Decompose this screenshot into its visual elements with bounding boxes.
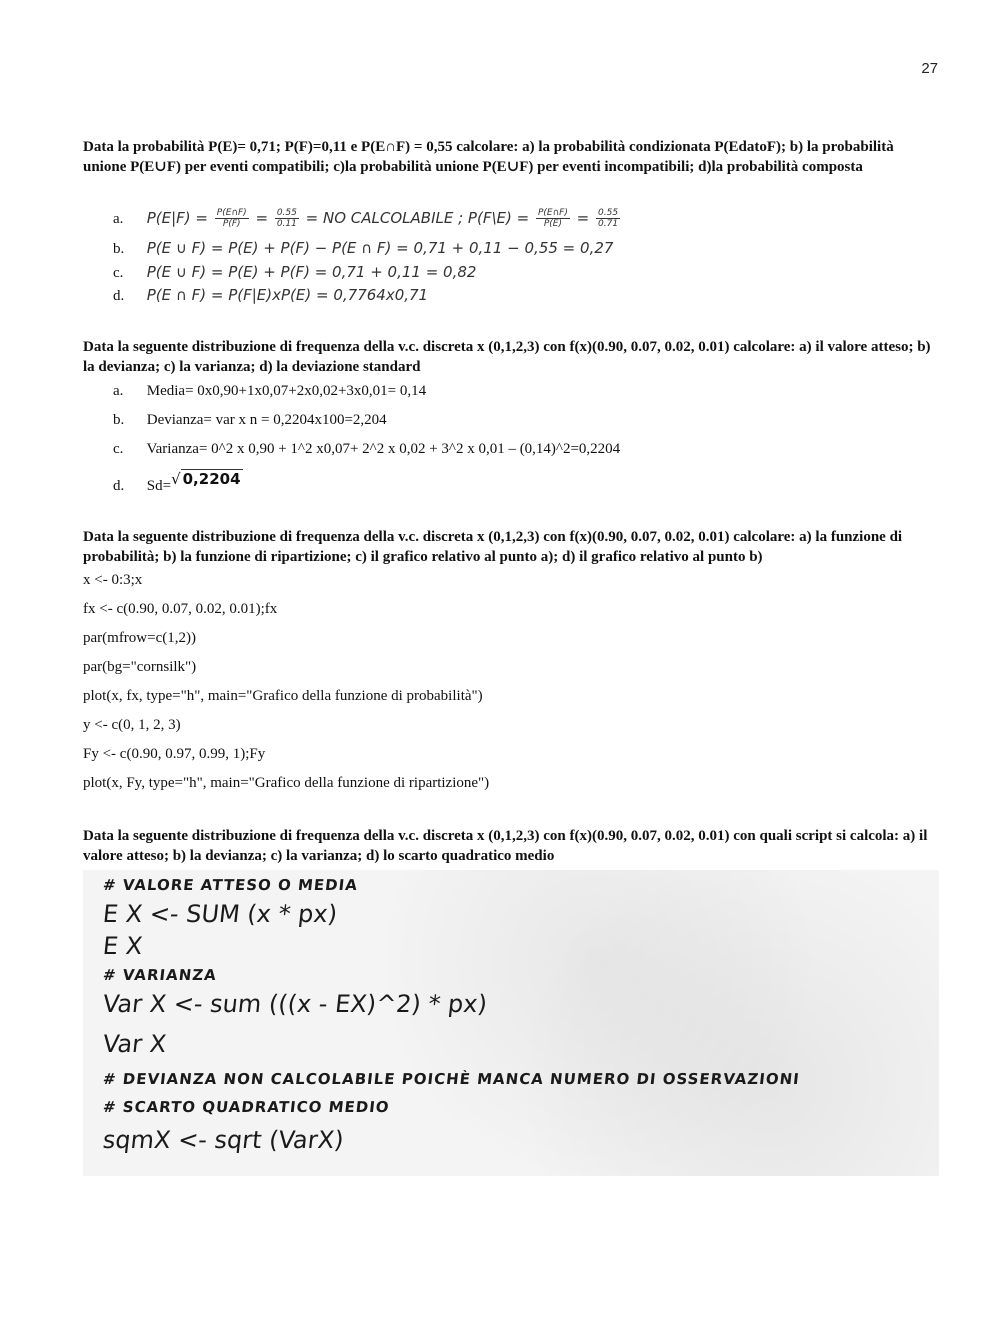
handwritten-line: E X [101, 932, 144, 960]
answer-1d [113, 286, 428, 305]
answer-letter: d. [113, 478, 125, 494]
sqrt-radicand: 0,2204 [182, 470, 241, 488]
question-4-text: Data la seguente distribuzione di frequenza della v.c. discreta x (0,1,2,3) con f(x)(0.90, 0.07, 0.02, 0.01) con quali script si calcola: a) il valore atteso; b) la devianza; c) la varianza; d) lo scarto quadratico medio [83, 828, 928, 864]
answer-1b [113, 239, 613, 258]
answer-letter: a. [113, 383, 124, 399]
fraction-numerator: P(E∩F) [216, 208, 247, 218]
answer-letter: b. [113, 241, 125, 257]
handwritten-line: Var X <- sum (((x - EX)^2) * px) [101, 990, 489, 1018]
handwritten-line: # VARIANZA [102, 966, 218, 984]
answer-text: Varianza= 0^2 x 0,90 + 1^2 x0,07+ 2^2 x 0,02 + 3^2 x 0,01 – (0,14)^2=0,2204 [146, 441, 621, 457]
code-line: par(bg="cornsilk") [83, 659, 197, 675]
fraction-numerator: P(E∩F) [537, 208, 568, 218]
answer-letter: d. [113, 288, 125, 304]
fraction-denominator: 0.71 [598, 219, 619, 229]
handwritten-line: E X <- SUM (x * px) [101, 900, 339, 928]
handwritten-line: # SCARTO QUADRATICO MEDIO [102, 1098, 391, 1116]
formula-union-compatible: P(E ∪ F) = P(E) + P(F) − P(E ∩ F) = 0,71 + 0,11 − 0,55 = 0,27 [146, 239, 614, 257]
formula-composite: P(E ∩ F) = P(F|E)xP(E) = 0,7764x0,71 [146, 286, 429, 304]
question-2-text: Data la seguente distribuzione di frequenza della v.c. discreta x (0,1,2,3) con f(x)(0.90, 0.07, 0.02, 0.01) calcolare: a) il valore atteso; b) la devianza; c) la varianza; d) la deviazione standard [83, 339, 931, 375]
code-line: Fy <- c(0.90, 0.97, 0.99, 1);Fy [83, 746, 266, 762]
answer-text: Devianza= var x n = 0,2204x100=2,204 [146, 412, 387, 428]
code-line: plot(x, fx, type="h", main="Grafico della funzione di probabilità") [83, 688, 483, 704]
fraction-3 [536, 208, 570, 229]
formula-union-incompatible: P(E ∪ F) = P(E) + P(F) = 0,71 + 0,11 = 0,82 [146, 263, 477, 281]
fraction-denominator: 0.11 [276, 219, 297, 229]
code-line: par(mfrow=c(1,2)) [83, 630, 196, 646]
answer-letter: c. [113, 265, 124, 281]
fraction-2 [275, 208, 299, 229]
fraction-denominator: P(E) [543, 219, 562, 229]
square-root [171, 470, 242, 488]
answer-2b [113, 412, 387, 429]
fraction-1 [215, 208, 249, 229]
formula-conditional [147, 209, 622, 227]
answer-2d [113, 470, 243, 495]
answer-text: Media= 0x0,90+1x0,07+2x0,02+3x0,01= 0,14 [146, 383, 427, 399]
formula-middle: = NO CALCOLABILE ; P(F\E) = [305, 209, 530, 227]
fraction-numerator: 0.55 [276, 208, 297, 218]
answer-letter: b. [113, 412, 125, 428]
code-line: x <- 0:3;x [83, 572, 143, 588]
handwritten-line: # VALORE ATTESO O MEDIA [102, 876, 359, 894]
answer-letter: a. [113, 211, 124, 227]
answer-1c [113, 263, 476, 282]
handwritten-line: Var X [101, 1030, 168, 1058]
handwritten-notes-image [83, 870, 939, 1176]
formula-lhs: P(E|F) = [146, 209, 208, 227]
code-line: y <- c(0, 1, 2, 3) [83, 717, 181, 733]
question-3-text: Data la seguente distribuzione di frequenza della v.c. discreta x (0,1,2,3) con f(x)(0.90, 0.07, 0.02, 0.01) calcolare: a) la funzione di probabilità; b) la funzione di ripartizione; c) il grafico relativo al punto a); d) il grafico relativo al punto b) [83, 529, 903, 565]
answer-text: Sd= [146, 478, 172, 494]
sqrt-symbol: √ [171, 470, 181, 488]
equals-sign: = [576, 209, 590, 227]
code-line: plot(x, Fy, type="h", main="Grafico della funzione di ripartizione") [83, 775, 490, 791]
fraction-4 [596, 208, 620, 229]
handwritten-line: sqmX <- sqrt (VarX) [101, 1126, 346, 1154]
fraction-numerator: 0.55 [598, 208, 619, 218]
answer-2c [113, 441, 620, 458]
answer-2a [113, 383, 426, 400]
fraction-denominator: P(F) [222, 219, 241, 229]
equals-sign: = [255, 209, 269, 227]
handwritten-line: # DEVIANZA NON CALCOLABILE POICHÈ MANCA NUMERO DI OSSERVAZIONI [102, 1070, 801, 1088]
answer-letter: c. [113, 441, 124, 457]
code-line: fx <- c(0.90, 0.07, 0.02, 0.01);fx [83, 601, 278, 617]
question-1-text: Data la probabilità P(E)= 0,71; P(F)=0,11 e P(E∩F) = 0,55 calcolare: a) la probabilità condizionata P(EdatoF); b) la probabilità unione P(E∪F) per eventi compatibili; c)la probabilità unione P(E∪F) per eventi incompatibili; d)la probabilità composta [83, 139, 894, 175]
answer-1a [113, 208, 622, 229]
page-number: 27 [921, 60, 938, 77]
